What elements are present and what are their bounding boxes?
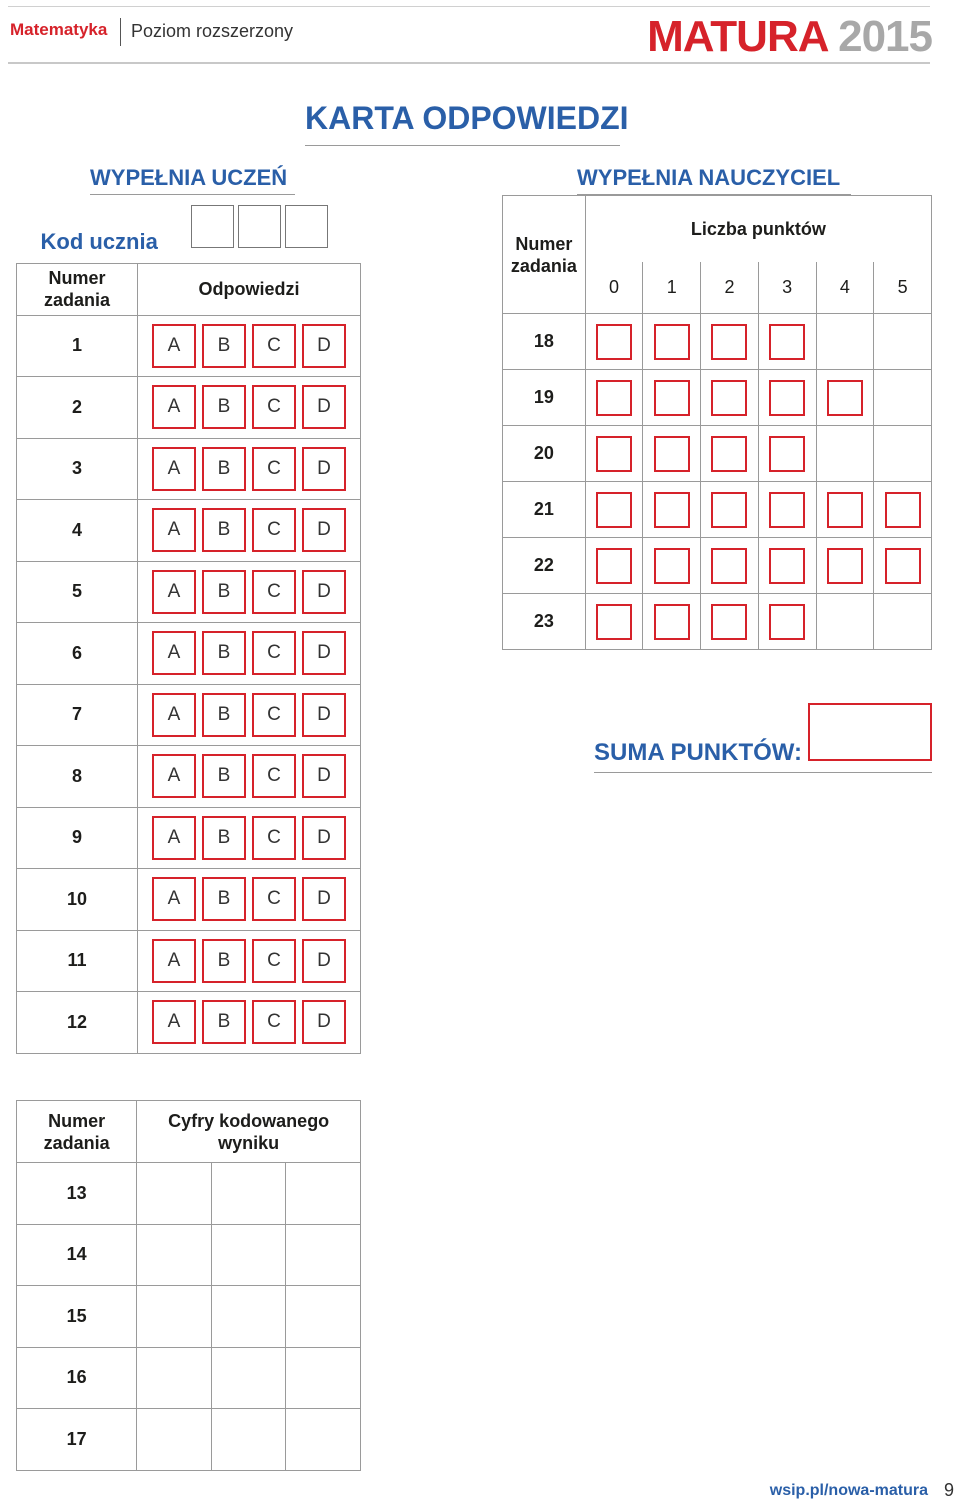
answer-option-box[interactable]: C (252, 939, 296, 983)
answer-option-box[interactable]: B (202, 385, 246, 429)
answer-option-box[interactable]: D (302, 447, 346, 491)
answer-option-box[interactable]: D (302, 693, 346, 737)
teacher-number-header-line1: Numer (515, 233, 573, 254)
answer-option-box[interactable]: C (252, 508, 296, 552)
answer-option-box[interactable]: A (152, 385, 196, 429)
student-question-row (17, 561, 361, 623)
coded-answers-table (16, 1100, 361, 1471)
points-cell (874, 426, 932, 482)
student-code-box[interactable] (238, 205, 281, 248)
points-checkbox[interactable] (769, 436, 805, 472)
answer-option-box[interactable]: C (252, 877, 296, 921)
digit-cell[interactable] (286, 1409, 361, 1471)
coded-question-row (17, 1163, 361, 1225)
digit-cell[interactable] (286, 1163, 361, 1225)
answer-option-box[interactable]: B (202, 447, 246, 491)
digit-cell[interactable] (137, 1286, 212, 1348)
student-question-row (17, 807, 361, 869)
coded-question-row (17, 1286, 361, 1348)
teacher-points-table (502, 195, 932, 650)
points-checkbox[interactable] (654, 380, 690, 416)
question-number: 17 (17, 1409, 137, 1471)
student-question-row (17, 438, 361, 500)
points-checkbox[interactable] (885, 548, 921, 584)
answer-option-box[interactable]: C (252, 385, 296, 429)
question-number: 23 (503, 594, 586, 650)
question-number: 7 (17, 684, 138, 746)
points-checkbox[interactable] (711, 604, 747, 640)
question-number: 18 (503, 314, 586, 370)
student-answer-table (16, 195, 361, 1054)
student-code-row (17, 195, 361, 263)
points-cell (643, 594, 701, 650)
answer-option-box[interactable]: D (302, 754, 346, 798)
answer-option-box[interactable]: A (152, 570, 196, 614)
points-checkbox[interactable] (711, 436, 747, 472)
answer-option-box[interactable]: B (202, 631, 246, 675)
answer-option-box[interactable]: C (252, 1000, 296, 1044)
points-cell (585, 370, 643, 426)
teacher-question-row (503, 482, 932, 538)
points-checkbox[interactable] (827, 548, 863, 584)
points-cell (758, 426, 816, 482)
points-cell (758, 594, 816, 650)
points-cell (643, 314, 701, 370)
footer-url[interactable]: wsip.pl/nowa-matura (769, 1482, 928, 1499)
answer-option-box[interactable]: B (202, 877, 246, 921)
digit-cell[interactable] (211, 1347, 286, 1409)
student-question-row (17, 377, 361, 439)
brand-word: MATURA (647, 12, 827, 61)
answer-option-box[interactable]: D (302, 324, 346, 368)
coded-number-header-line2: zadania (43, 1132, 110, 1153)
answer-options (138, 500, 361, 562)
points-cell (816, 594, 874, 650)
teacher-question-row (503, 538, 932, 594)
student-code-box[interactable] (191, 205, 234, 248)
question-number: 15 (17, 1286, 137, 1348)
answer-option-box[interactable]: B (202, 324, 246, 368)
page-title: KARTA ODPOWIEDZI (305, 100, 629, 136)
title-underline (305, 145, 620, 146)
points-checkbox[interactable] (769, 548, 805, 584)
answer-option-box[interactable]: B (202, 816, 246, 860)
teacher-question-row (503, 426, 932, 482)
sum-points-label: SUMA PUNKTÓW: (594, 739, 802, 766)
points-cell (643, 538, 701, 594)
points-checkbox[interactable] (654, 492, 690, 528)
student-question-row (17, 684, 361, 746)
sum-points-box[interactable] (808, 703, 932, 761)
brand-logo (647, 12, 932, 62)
answer-options (138, 807, 361, 869)
answer-options (138, 315, 361, 377)
digit-cell[interactable] (286, 1286, 361, 1348)
student-number-header (17, 263, 138, 315)
points-cell (585, 482, 643, 538)
answer-option-box[interactable]: A (152, 508, 196, 552)
student-question-row (17, 930, 361, 992)
answer-option-box[interactable]: D (302, 816, 346, 860)
answer-option-box[interactable]: C (252, 693, 296, 737)
question-number: 19 (503, 370, 586, 426)
answer-option-box[interactable]: A (152, 754, 196, 798)
teacher-number-header-line2: zadania (510, 255, 577, 276)
points-cell (874, 370, 932, 426)
points-column-header: 5 (874, 262, 932, 314)
teacher-section-title: WYPEŁNIA NAUCZYCIEL (577, 165, 841, 190)
coded-number-header (17, 1101, 137, 1163)
coded-digits-header-line1: Cyfry kodowanego (168, 1110, 330, 1131)
points-cell (701, 314, 759, 370)
student-question-row (17, 869, 361, 931)
coded-question-row (17, 1347, 361, 1409)
points-checkbox[interactable] (711, 380, 747, 416)
points-checkbox[interactable] (596, 436, 632, 472)
answer-options (138, 930, 361, 992)
student-section-title: WYPEŁNIA UCZEŃ (90, 165, 288, 190)
header-rule (8, 62, 930, 64)
points-checkbox[interactable] (654, 436, 690, 472)
answer-option-box[interactable]: C (252, 631, 296, 675)
digit-cell[interactable] (211, 1409, 286, 1471)
points-cell (816, 426, 874, 482)
question-number: 13 (17, 1163, 137, 1225)
page-number: 9 (943, 1480, 954, 1500)
points-cell (816, 538, 874, 594)
question-number: 14 (17, 1224, 137, 1286)
points-checkbox[interactable] (654, 324, 690, 360)
digit-cell[interactable] (137, 1409, 212, 1471)
answer-option-box[interactable]: D (302, 508, 346, 552)
question-number: 11 (17, 930, 138, 992)
points-checkbox[interactable] (769, 324, 805, 360)
answer-options (138, 992, 361, 1054)
points-cell (585, 426, 643, 482)
points-checkbox[interactable] (885, 492, 921, 528)
question-number: 8 (17, 746, 138, 808)
digit-cell[interactable] (211, 1286, 286, 1348)
coded-digits-header (137, 1101, 361, 1163)
student-question-row (17, 500, 361, 562)
answer-options (138, 746, 361, 808)
question-number: 4 (17, 500, 138, 562)
student-question-row (17, 992, 361, 1054)
student-question-row (17, 746, 361, 808)
points-cell (643, 482, 701, 538)
points-checkbox[interactable] (654, 604, 690, 640)
student-code-boxes (189, 205, 330, 248)
subject-label: Matematyka (10, 20, 108, 39)
points-cell (701, 594, 759, 650)
student-code-box[interactable] (285, 205, 328, 248)
question-number: 22 (503, 538, 586, 594)
answer-option-box[interactable]: A (152, 693, 196, 737)
answer-option-box[interactable]: D (302, 939, 346, 983)
header-separator (120, 18, 121, 46)
question-number: 1 (17, 315, 138, 377)
points-cell (585, 594, 643, 650)
points-cell (643, 426, 701, 482)
answer-option-box[interactable]: A (152, 877, 196, 921)
digit-cell[interactable] (211, 1163, 286, 1225)
answer-option-box[interactable]: A (152, 447, 196, 491)
student-question-row (17, 315, 361, 377)
points-cell (701, 370, 759, 426)
points-checkbox[interactable] (711, 324, 747, 360)
points-checkbox[interactable] (769, 604, 805, 640)
coded-digits-header-line2: wyniku (218, 1132, 280, 1153)
points-column-header: 4 (816, 262, 874, 314)
points-cell (758, 538, 816, 594)
answer-option-box[interactable]: C (252, 447, 296, 491)
answer-options (138, 684, 361, 746)
points-checkbox[interactable] (654, 548, 690, 584)
points-cell (874, 314, 932, 370)
answer-option-box[interactable]: A (152, 324, 196, 368)
digit-cell[interactable] (286, 1347, 361, 1409)
points-cell (816, 314, 874, 370)
answer-option-box[interactable]: B (202, 1000, 246, 1044)
points-checkbox[interactable] (711, 548, 747, 584)
answer-option-box[interactable]: A (152, 1000, 196, 1044)
answer-option-box[interactable]: B (202, 754, 246, 798)
question-number: 16 (17, 1347, 137, 1409)
level-label: Poziom rozszerzony (131, 21, 294, 41)
answer-option-box[interactable]: A (152, 939, 196, 983)
answer-option-box[interactable]: C (252, 570, 296, 614)
answer-options (138, 438, 361, 500)
points-cell (701, 482, 759, 538)
points-checkbox[interactable] (596, 324, 632, 360)
question-number: 20 (503, 426, 586, 482)
question-number: 3 (17, 438, 138, 500)
points-cell (701, 538, 759, 594)
points-column-header: 1 (643, 262, 701, 314)
answer-option-box[interactable]: A (152, 631, 196, 675)
question-number: 2 (17, 377, 138, 439)
points-cell (816, 482, 874, 538)
teacher-question-row (503, 594, 932, 650)
answer-option-box[interactable]: B (202, 508, 246, 552)
digit-cell[interactable] (137, 1224, 212, 1286)
points-checkbox[interactable] (596, 604, 632, 640)
teacher-question-row (503, 370, 932, 426)
teacher-points-header: Liczba punktów (585, 196, 931, 262)
points-cell (874, 538, 932, 594)
answer-option-box[interactable]: C (252, 324, 296, 368)
question-number: 10 (17, 869, 138, 931)
question-number: 21 (503, 482, 586, 538)
points-cell (816, 370, 874, 426)
digit-cell[interactable] (137, 1163, 212, 1225)
points-cell (758, 314, 816, 370)
points-checkbox[interactable] (596, 548, 632, 584)
digit-cell[interactable] (286, 1224, 361, 1286)
points-checkbox[interactable] (711, 492, 747, 528)
answer-option-box[interactable]: D (302, 385, 346, 429)
student-code-label: Kod ucznia (40, 229, 158, 254)
points-column-header: 0 (585, 262, 643, 314)
points-cell (874, 594, 932, 650)
question-number: 9 (17, 807, 138, 869)
student-number-header-line2: zadania (43, 290, 111, 310)
points-checkbox[interactable] (596, 380, 632, 416)
points-cell (758, 370, 816, 426)
sum-points-underline (594, 772, 932, 773)
points-checkbox[interactable] (769, 380, 805, 416)
points-checkbox[interactable] (769, 492, 805, 528)
question-number: 12 (17, 992, 138, 1054)
points-cell (643, 370, 701, 426)
answer-options (138, 623, 361, 685)
answer-option-box[interactable]: C (252, 754, 296, 798)
top-rule (8, 6, 930, 7)
points-checkbox[interactable] (827, 380, 863, 416)
answer-option-box[interactable]: C (252, 816, 296, 860)
digit-cell[interactable] (211, 1224, 286, 1286)
answer-option-box[interactable]: D (302, 877, 346, 921)
answer-option-box[interactable]: A (152, 816, 196, 860)
teacher-question-row (503, 314, 932, 370)
answer-option-box[interactable]: B (202, 693, 246, 737)
student-number-header-line1: Numer (48, 268, 106, 288)
brand-year: 2015 (838, 12, 932, 61)
points-column-header: 3 (758, 262, 816, 314)
digit-cell[interactable] (137, 1347, 212, 1409)
points-column-header: 2 (701, 262, 759, 314)
question-number: 5 (17, 561, 138, 623)
answer-option-box[interactable]: D (302, 570, 346, 614)
coded-question-row (17, 1224, 361, 1286)
answer-options (138, 561, 361, 623)
student-answers-header: Odpowiedzi (138, 263, 361, 315)
answer-option-box[interactable]: D (302, 631, 346, 675)
answer-option-box[interactable]: D (302, 1000, 346, 1044)
points-cell (758, 482, 816, 538)
answer-options (138, 377, 361, 439)
coded-question-row (17, 1409, 361, 1471)
question-number: 6 (17, 623, 138, 685)
points-checkbox[interactable] (827, 492, 863, 528)
student-question-row (17, 623, 361, 685)
answer-option-box[interactable]: B (202, 939, 246, 983)
answer-options (138, 869, 361, 931)
points-cell (585, 314, 643, 370)
teacher-number-header (503, 196, 586, 314)
points-cell (585, 538, 643, 594)
points-cell (701, 426, 759, 482)
answer-option-box[interactable]: B (202, 570, 246, 614)
coded-number-header-line1: Numer (48, 1110, 106, 1131)
points-cell (874, 482, 932, 538)
points-checkbox[interactable] (596, 492, 632, 528)
